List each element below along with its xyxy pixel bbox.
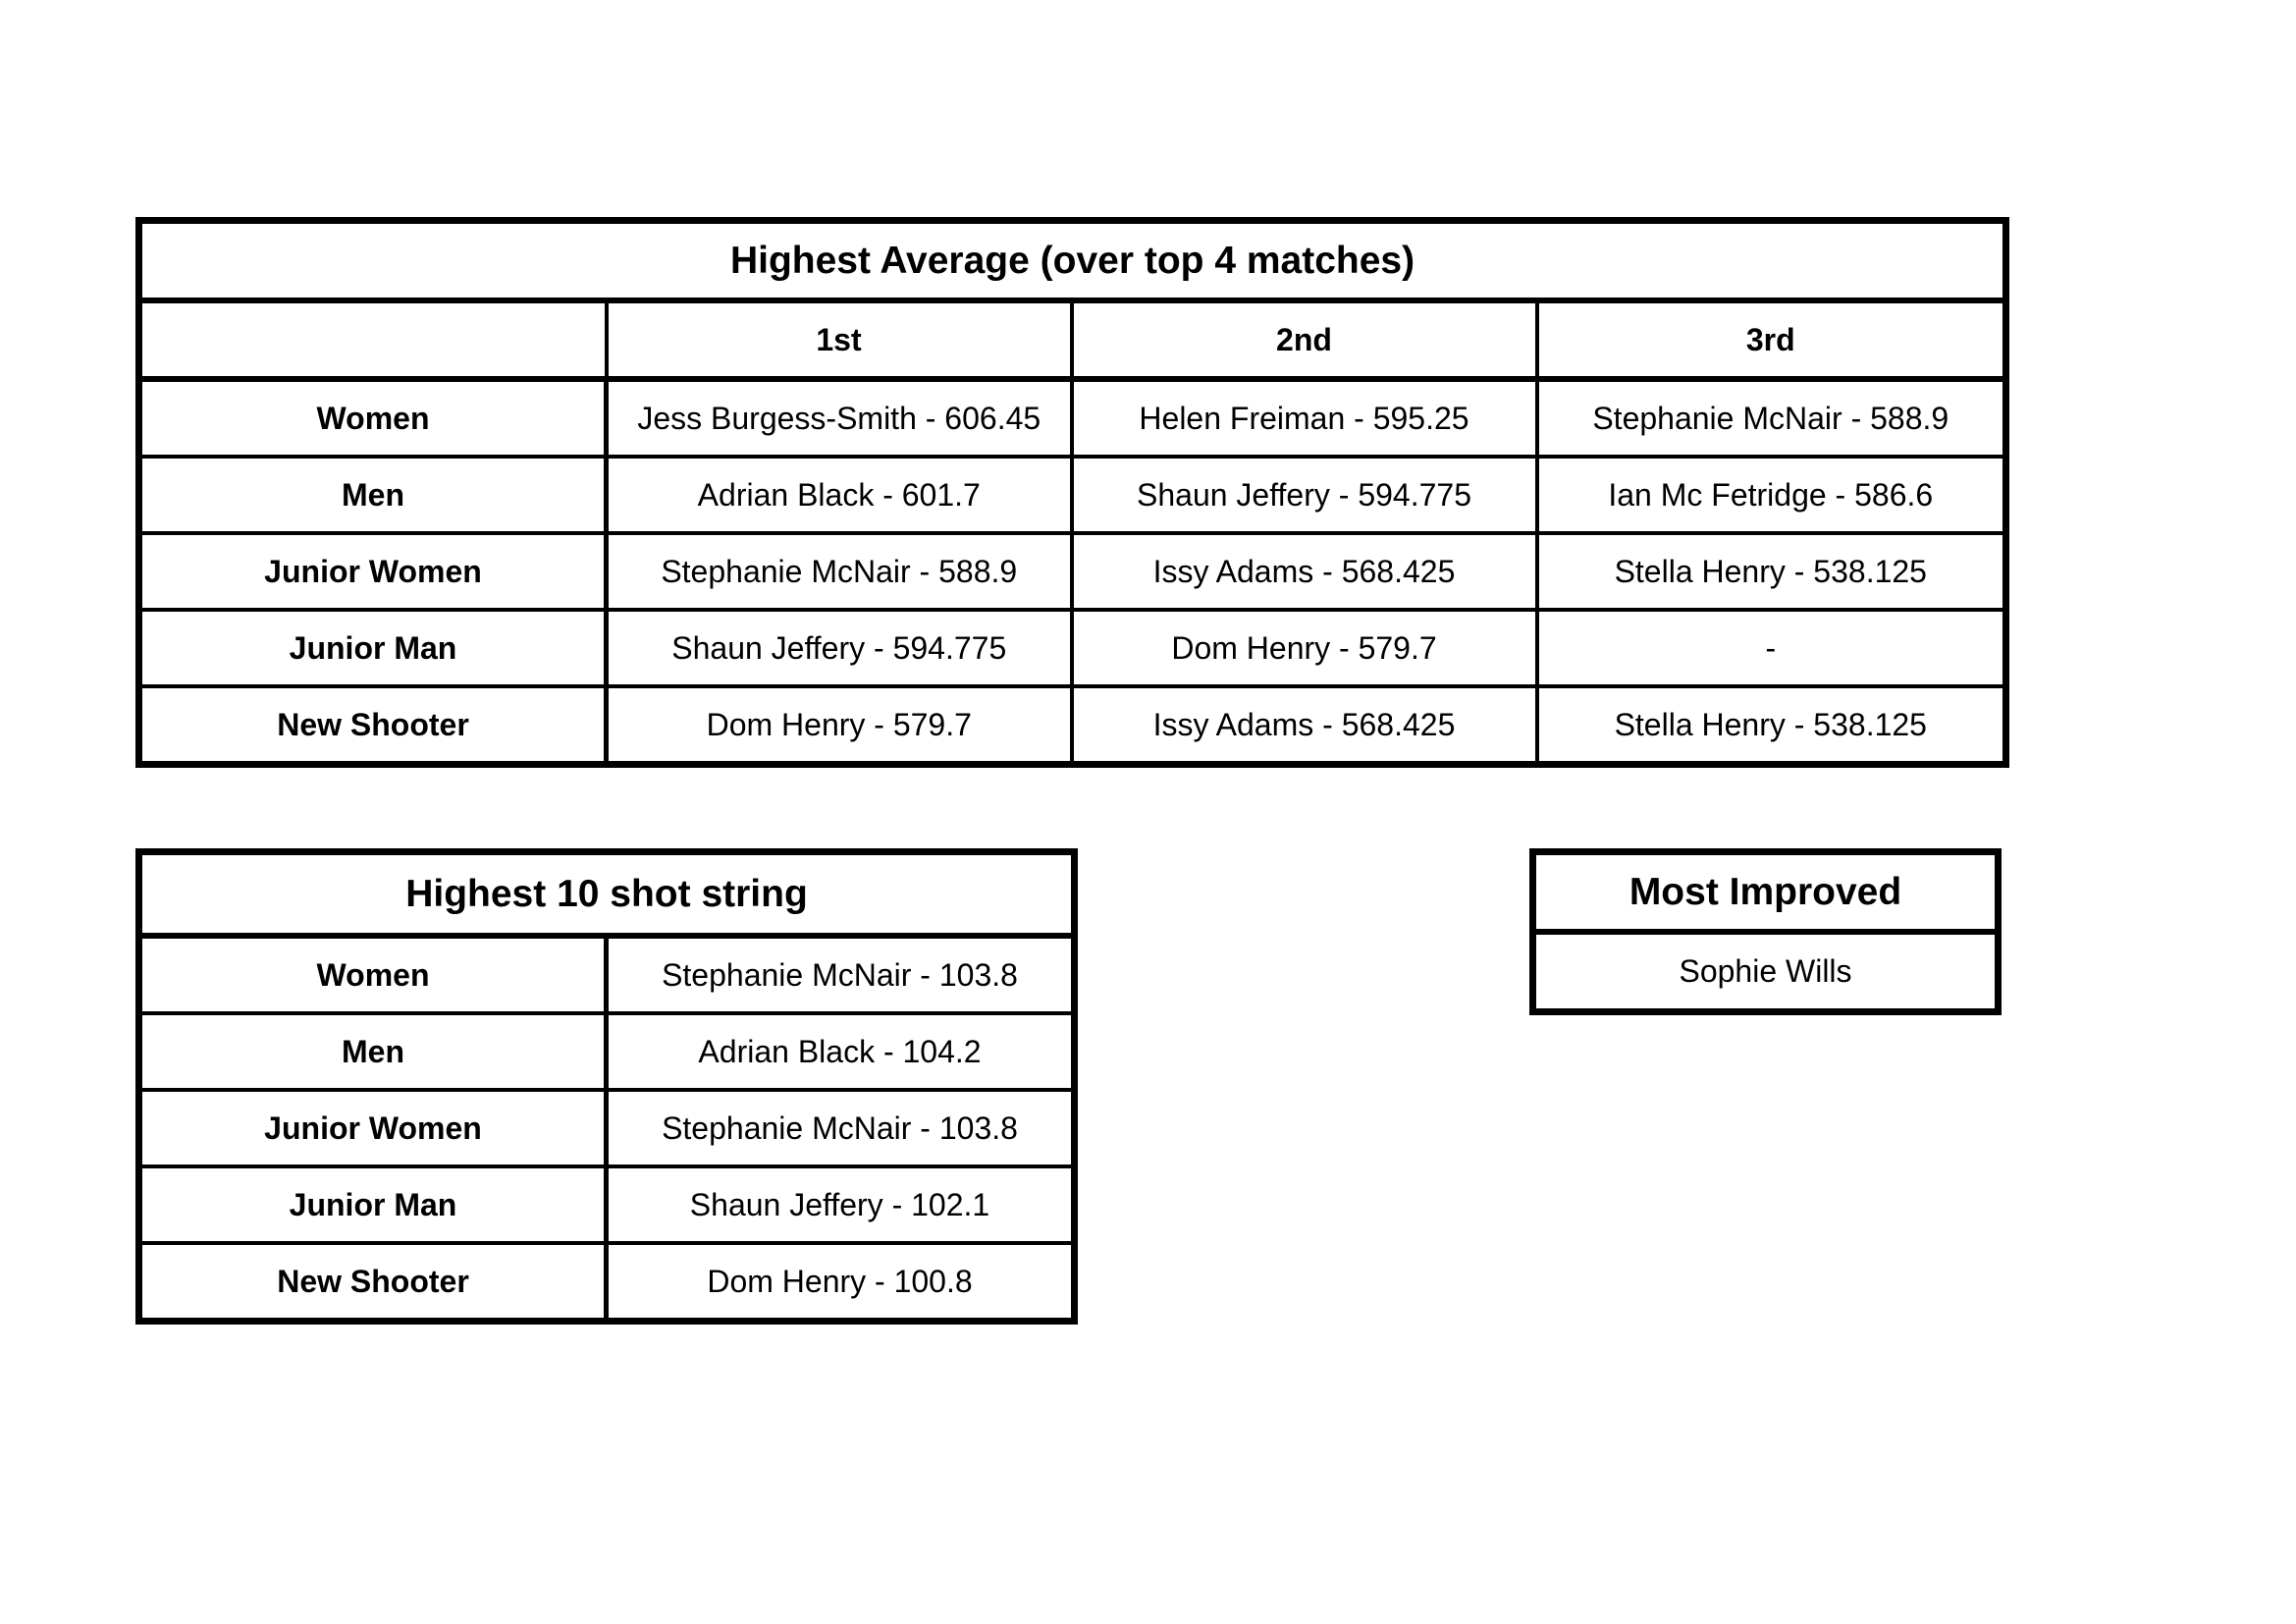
- first-place-cell: Dom Henry - 579.7: [607, 686, 1072, 765]
- winner-cell: Adrian Black - 104.2: [607, 1013, 1075, 1090]
- most-improved-title: Most Improved: [1533, 852, 1999, 933]
- table-row: [139, 610, 2006, 686]
- row-label: Women: [139, 379, 607, 457]
- winner-cell: Stephanie McNair - 103.8: [607, 1090, 1075, 1166]
- third-place-cell: -: [1537, 610, 2006, 686]
- column-header-2nd: 2nd: [1072, 300, 1537, 379]
- first-place-cell: Stephanie McNair - 588.9: [607, 533, 1072, 610]
- column-header-1st: 1st: [607, 300, 1072, 379]
- row-label: Junior Man: [139, 1166, 607, 1243]
- table-row: [139, 686, 2006, 765]
- highest-average-table: [135, 217, 2009, 768]
- table-row: [139, 1243, 1075, 1322]
- highest-10-shot-title: Highest 10 shot string: [139, 852, 1075, 937]
- row-label: Junior Women: [139, 533, 607, 610]
- second-place-cell: Shaun Jeffery - 594.775: [1072, 457, 1537, 533]
- highest-average-title: Highest Average (over top 4 matches): [139, 221, 2006, 301]
- second-place-cell: Issy Adams - 568.425: [1072, 533, 1537, 610]
- third-place-cell: Ian Mc Fetridge - 586.6: [1537, 457, 2006, 533]
- row-label: Junior Man: [139, 610, 607, 686]
- table-row: [139, 533, 2006, 610]
- row-label: New Shooter: [139, 1243, 607, 1322]
- third-place-cell: Stella Henry - 538.125: [1537, 533, 2006, 610]
- table-row: [139, 1090, 1075, 1166]
- row-label: Women: [139, 936, 607, 1013]
- first-place-cell: Adrian Black - 601.7: [607, 457, 1072, 533]
- winner-cell: Shaun Jeffery - 102.1: [607, 1166, 1075, 1243]
- most-improved-winner: Sophie Wills: [1533, 932, 1999, 1012]
- second-place-cell: Dom Henry - 579.7: [1072, 610, 1537, 686]
- table-row: [139, 936, 1075, 1013]
- row-label: Men: [139, 457, 607, 533]
- winner-cell: Dom Henry - 100.8: [607, 1243, 1075, 1322]
- row-label: Men: [139, 1013, 607, 1090]
- table-row: [139, 1013, 1075, 1090]
- third-place-cell: Stella Henry - 538.125: [1537, 686, 2006, 765]
- winner-cell: Stephanie McNair - 103.8: [607, 936, 1075, 1013]
- second-place-cell: Issy Adams - 568.425: [1072, 686, 1537, 765]
- row-label: Junior Women: [139, 1090, 607, 1166]
- first-place-cell: Jess Burgess-Smith - 606.45: [607, 379, 1072, 457]
- row-label: New Shooter: [139, 686, 607, 765]
- table-row: [139, 379, 2006, 457]
- highest-10-shot-table: [135, 848, 1078, 1325]
- first-place-cell: Shaun Jeffery - 594.775: [607, 610, 1072, 686]
- column-header-3rd: 3rd: [1537, 300, 2006, 379]
- most-improved-table: [1529, 848, 2002, 1015]
- table-row: [139, 457, 2006, 533]
- column-header-blank: [139, 300, 607, 379]
- second-place-cell: Helen Freiman - 595.25: [1072, 379, 1537, 457]
- table-row: [139, 1166, 1075, 1243]
- third-place-cell: Stephanie McNair - 588.9: [1537, 379, 2006, 457]
